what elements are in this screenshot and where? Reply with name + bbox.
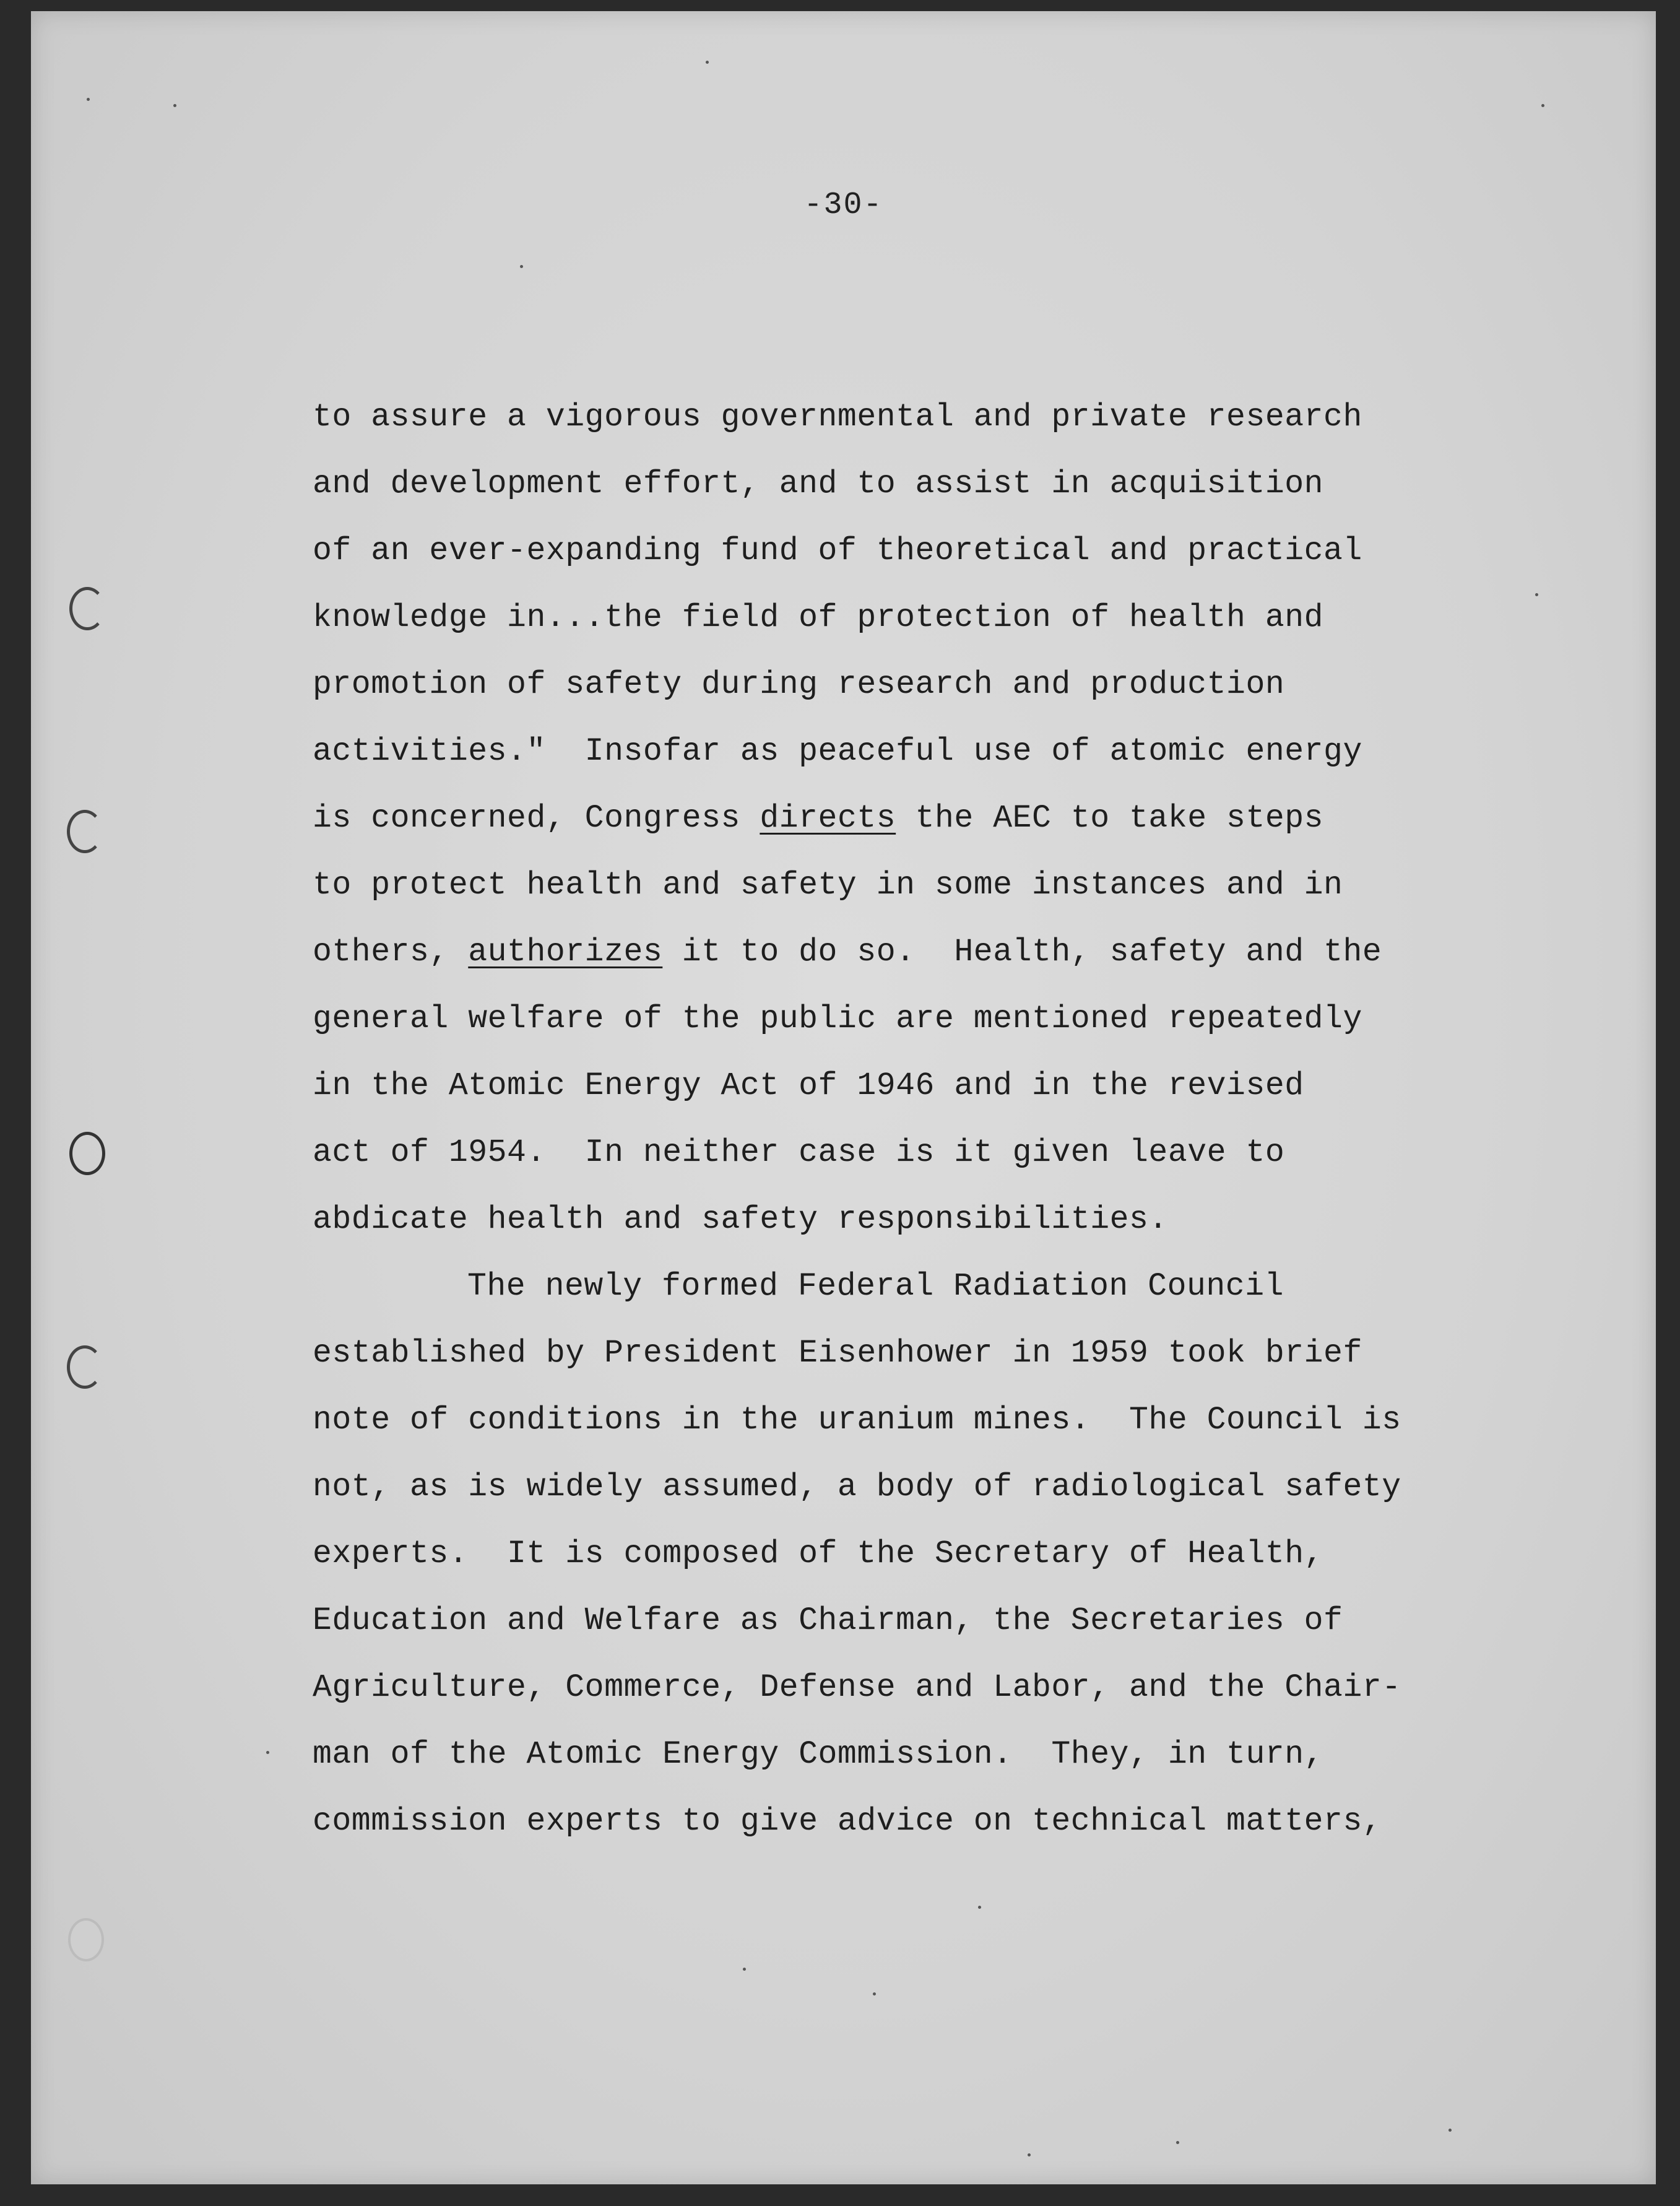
text-fragment: is concerned, Congress	[313, 801, 760, 836]
text-fragment: it to do so. Health, safety and the	[662, 934, 1382, 970]
text-fragment: the AEC to take steps	[896, 801, 1324, 836]
text-line: of an ever-expanding fund of theoretical and practical	[313, 533, 1362, 569]
text-fragment: others,	[313, 934, 469, 970]
text-line: to assure a vigorous governmental and private research	[313, 399, 1362, 435]
text-line	[313, 785, 1476, 852]
text-line: experts. It is composed of the Secretary of Health,	[313, 1536, 1324, 1572]
text-line: in the Atomic Energy Act of 1946 and in the revised	[313, 1068, 1304, 1104]
binder-hole-5	[68, 1918, 104, 1961]
text-line: man of the Atomic Energy Commission. They, in turn,	[313, 1737, 1324, 1773]
text-line: general welfare of the public are mentioned repeatedly	[313, 1001, 1362, 1037]
text-line: note of conditions in the uranium mines. The Council is	[313, 1402, 1401, 1438]
text-line: established by President Eisenhower in 1959 took brief	[313, 1335, 1362, 1371]
text-line: promotion of safety during research and production	[313, 667, 1285, 703]
binder-hole-1	[69, 587, 105, 630]
text-line	[313, 919, 1476, 986]
binder-hole-2	[67, 810, 103, 853]
text-line: not, as is widely assumed, a body of radiological safety	[313, 1469, 1401, 1505]
text-line: activities." Insofar as peaceful use of atomic energy	[313, 734, 1362, 770]
text-line: Agriculture, Commerce, Defense and Labor, and the Chair-	[313, 1670, 1401, 1706]
underlined-word-directs: directs	[760, 801, 896, 836]
body-text	[313, 384, 1476, 1855]
page-number: -30-	[803, 188, 883, 223]
text-line: knowledge in...the field of protection of health and	[313, 600, 1324, 636]
text-line: Education and Welfare as Chairman, the Secretaries of	[313, 1603, 1343, 1639]
underlined-word-authorizes: authorizes	[468, 934, 663, 970]
binder-hole-4	[67, 1345, 103, 1389]
document-page	[31, 11, 1656, 2184]
text-line	[313, 1253, 1476, 1320]
text-line: commission experts to give advice on technical matters,	[313, 1804, 1382, 1839]
text-line: to protect health and safety in some instances and in	[313, 867, 1343, 903]
text-line: act of 1954. In neither case is it given leave to	[313, 1135, 1285, 1171]
text-fragment: The newly formed Federal Radiation Council	[467, 1269, 1284, 1305]
text-line: and development effort, and to assist in acquisition	[313, 466, 1324, 502]
text-line: abdicate health and safety responsibilities.	[313, 1202, 1168, 1238]
binder-hole-3	[69, 1132, 105, 1175]
